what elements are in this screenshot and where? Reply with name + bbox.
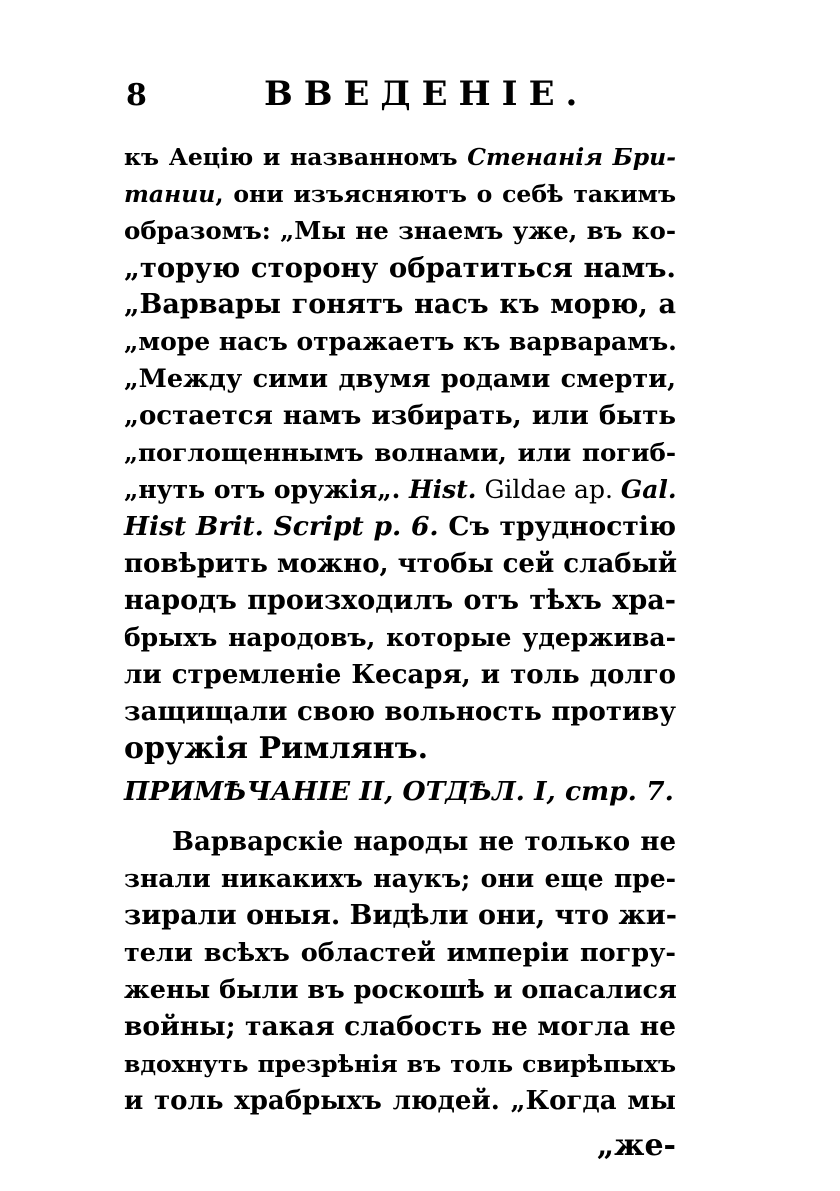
text-span: „нуть отъ оружія„. — [124, 475, 410, 504]
page-header — [124, 72, 684, 120]
text-line: тели всѣхъ областей имперіи погру- — [124, 938, 676, 968]
text-line: вдохнуть презрѣнія въ толь свирѣпыхъ — [124, 1050, 676, 1078]
text-line: Варварскіе народы не только не — [172, 827, 676, 857]
text-line: оружія Римлянъ. — [124, 731, 429, 766]
text-line: ли стремленіе Кесаря, и толь долго — [124, 660, 676, 690]
text-line: и толь храбрыхъ людей. „Когда мы — [124, 1086, 676, 1116]
text-line: „торую сторону обратиться намъ. — [124, 252, 676, 284]
text-line: зирали оныя. Видѣли они, что жи- — [124, 900, 677, 931]
text-span: къ Аецію и названномъ — [124, 143, 468, 171]
page-number: 8 — [126, 78, 147, 113]
text-line: „поглощеннымъ волнами, или погиб- — [124, 438, 676, 467]
text-line: народъ произходилъ отъ тѣхъ хра- — [124, 585, 676, 616]
italic-span: тании — [124, 180, 216, 208]
text-span: , они изъясняютъ о себѣ такимъ — [215, 180, 676, 208]
text-line: брыхъ народовъ, которые удержива- — [124, 623, 676, 652]
text-line: повѣрить можно, чтобы сей слабый — [124, 549, 677, 579]
text-line: „остается намъ избирать, или быть — [124, 401, 676, 431]
catchword: „же- — [596, 1128, 676, 1163]
text-line: знали никакихъ наукъ; они еще пре- — [124, 864, 676, 893]
note-heading: ПРИМѢЧАНІЕ II, ОТДѢЛ. I, стр. 7. — [124, 776, 674, 807]
italic-span: Gal. — [620, 475, 677, 504]
text-span: Gildae ap. — [476, 475, 621, 504]
text-line: „море насъ отражаетъ къ варварамъ. — [124, 327, 677, 356]
text-span: Съ трудностію — [438, 511, 676, 542]
text-line: „Между сими двумя родами смерти, — [124, 364, 676, 394]
text-line: войны; такая слабость не могла не — [124, 1011, 676, 1042]
running-head: ВВЕДЕНІЕ. — [264, 74, 589, 114]
italic-span: Стенанія Бри- — [467, 143, 676, 171]
text-line: жены были въ роскошѣ и опасалися — [124, 975, 677, 1005]
text-line: образомъ: „Мы не знаемъ уже, въ ко- — [124, 216, 676, 245]
text-line: „Варвары гонятъ насъ къ морю, а — [124, 289, 676, 320]
text-line: защищали свою вольность противу — [124, 697, 676, 727]
italic-span: Hist. — [409, 475, 477, 504]
italic-span: Hist Brit. Script p. 6. — [124, 511, 439, 542]
